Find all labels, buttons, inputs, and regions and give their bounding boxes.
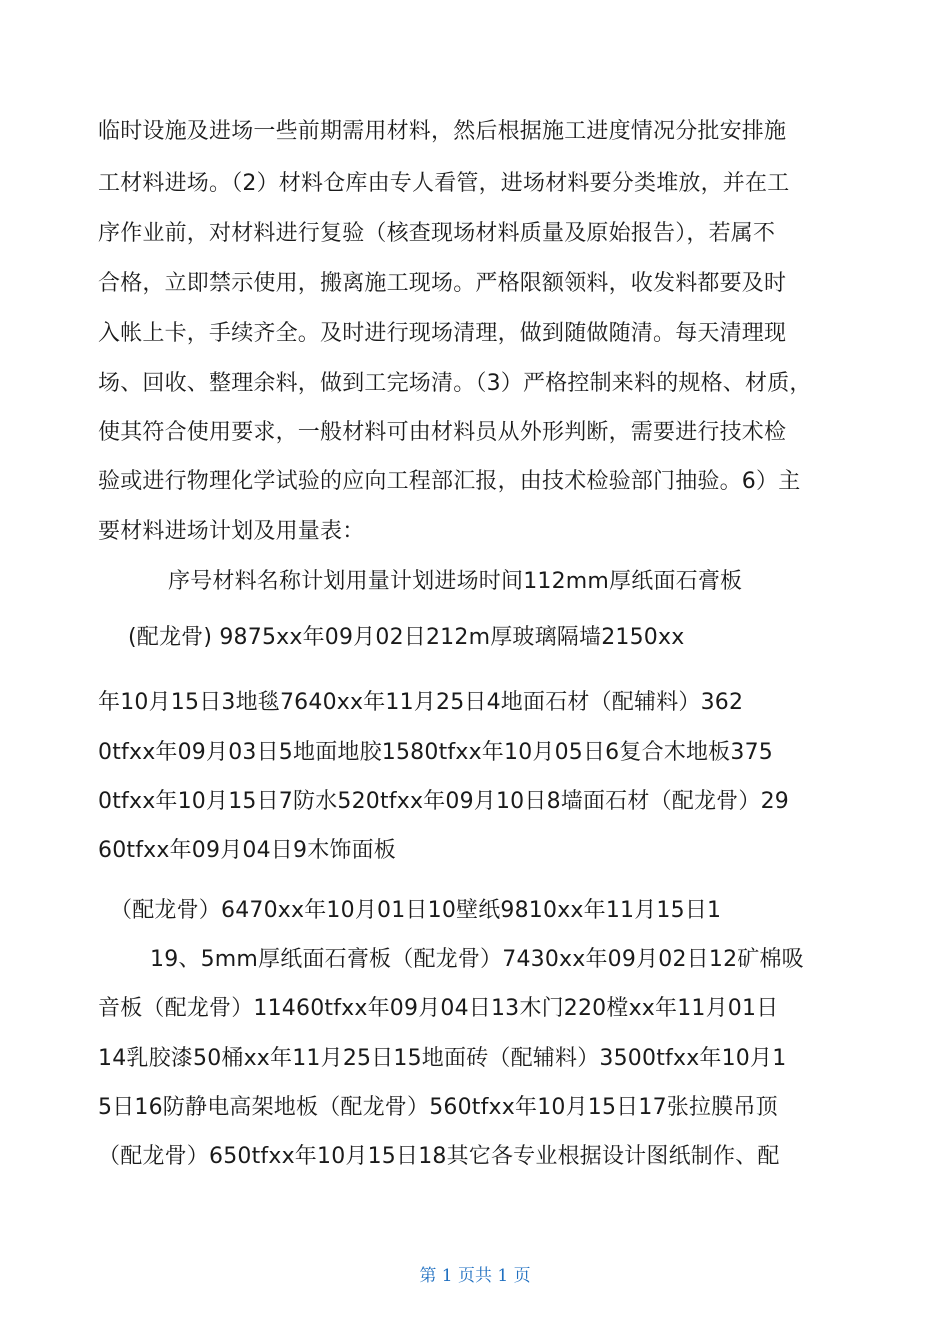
text-line: 0tfxx年09月03日5地面地胶1580tfxx年10月05日6复合木地板375 xyxy=(98,740,773,765)
text-line: 序号材料名称计划用量计划进场时间112mm厚纸面石膏板 xyxy=(168,569,743,594)
text-line: 0tfxx年10月15日7防水520tfxx年09月10日8墙面石材（配龙骨）29 xyxy=(98,789,789,814)
text-line: （配龙骨）650tfxx年10月15日18其它各专业根据设计图纸制作、配 xyxy=(98,1144,780,1169)
text-line: (配龙骨) 9875xx年09月02日212m厚玻璃隔墙2150xx xyxy=(128,625,685,650)
text-line: 序作业前，对材料进行复验（核查现场材料质量及原始报告），若属不 xyxy=(98,221,776,246)
text-line: 60tfxx年09月04日9木饰面板 xyxy=(98,838,396,863)
text-line: 使其符合使用要求，一般材料可由材料员从外形判断，需要进行技术检 xyxy=(98,420,787,445)
text-line: 5日16防静电高架地板（配龙骨）560tfxx年10月15日17张拉膜吊顶 xyxy=(98,1095,778,1120)
text-line: 验或进行物理化学试验的应向工程部汇报，由技术检验部门抽验。6）主 xyxy=(98,469,801,494)
text-line: 合格，立即禁示使用，搬离施工现场。严格限额领料，收发料都要及时 xyxy=(98,271,787,296)
text-line: 工材料进场。（2）材料仓库由专人看管，进场材料要分类堆放，并在工 xyxy=(98,171,790,196)
text-line: 音板（配龙骨）11460tfxx年09月04日13木门220樘xx年11月01日 xyxy=(98,996,779,1021)
text-line: 19、5mm厚纸面石膏板（配龙骨）7430xx年09月02日12矿棉吸 xyxy=(150,947,804,972)
text-line: 要材料进场计划及用量表： xyxy=(98,519,365,544)
text-line: 场、回收、整理余料，做到工完场清。（3）严格控制来料的规格、材质， xyxy=(98,371,812,396)
text-line: 14乳胶漆50桶xx年11月25日15地面砖（配辅料）3500tfxx年10月1 xyxy=(98,1046,787,1071)
text-line: 临时设施及进场一些前期需用材料，然后根据施工进度情况分批安排施 xyxy=(98,119,787,144)
page-number-footer: 第 1 页共 1 页 xyxy=(419,1266,531,1286)
text-line: 年10月15日3地毯7640xx年11月25日4地面石材（配辅料）362 xyxy=(98,690,744,715)
text-line: （配龙骨）6470xx年10月01日10壁纸9810xx年11月15日1 xyxy=(110,898,722,923)
text-line: 入帐上卡，手续齐全。及时进行现场清理，做到随做随清。每天清理现 xyxy=(98,321,787,346)
